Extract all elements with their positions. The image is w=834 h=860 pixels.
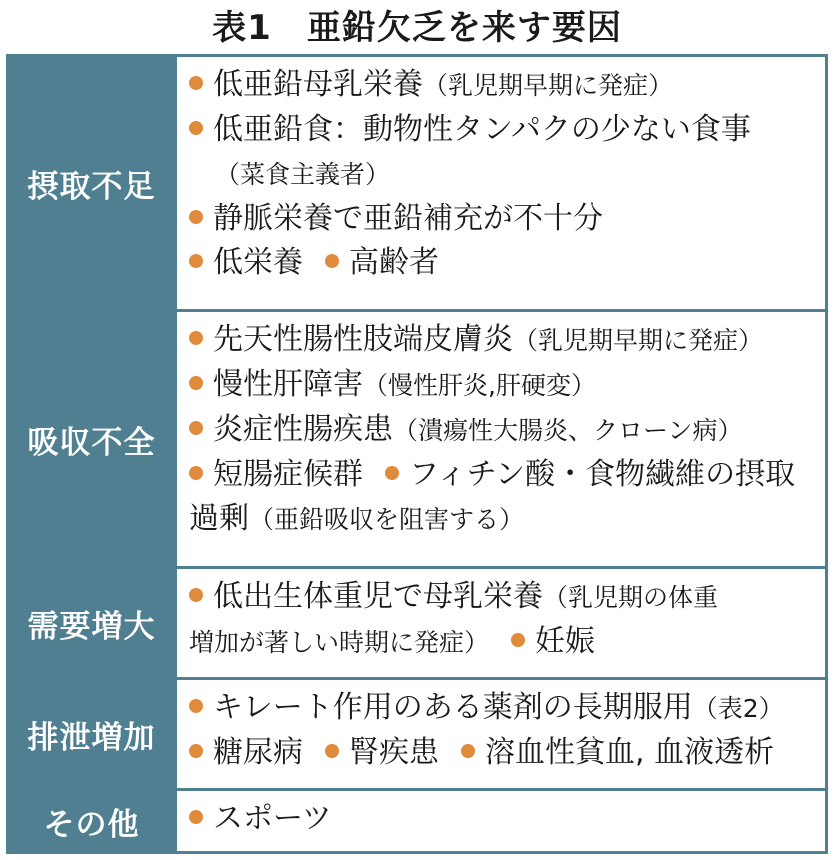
row-content — [177, 569, 825, 677]
list-item-continuation: 過剰（亜鉛吸収を阻害する） — [189, 501, 525, 536]
bullet-icon — [189, 76, 203, 90]
table-row-excretion — [9, 680, 825, 788]
list-item: 短腸症候群 フィチン酸・食物繊維の摂取 — [189, 453, 817, 497]
list-item: スポーツ — [189, 797, 817, 841]
bullet-icon — [189, 588, 203, 602]
factor-table — [6, 54, 828, 854]
list-item: 低出生体重児で母乳栄養（乳児期の体重 — [189, 575, 817, 620]
table-row-intake — [9, 57, 825, 309]
bullet-icon — [189, 210, 203, 224]
bullet-icon — [189, 421, 203, 435]
row-content — [177, 680, 825, 788]
bullet-icon — [189, 744, 203, 758]
row-label: その他 — [9, 791, 174, 851]
list-item: 低栄養 高齢者 — [189, 241, 817, 285]
bullet-icon — [189, 810, 203, 824]
table-title: 表1 亜鉛欠乏を来す要因 — [212, 8, 622, 48]
row-label: 摂取不足 — [9, 57, 174, 309]
row-label: 排泄増加 — [9, 680, 174, 788]
list-item: 先天性腸性肢端皮膚炎（乳児期早期に発症） — [189, 318, 817, 363]
bullet-icon — [189, 699, 203, 713]
bullet-icon — [189, 466, 203, 480]
list-item-continuation: （菜食主義者） — [215, 160, 391, 189]
table-row-absorption — [9, 312, 825, 566]
bullet-icon — [461, 744, 475, 758]
table-row-demand — [9, 569, 825, 677]
bullet-icon — [325, 254, 339, 268]
list-item: キレート作用のある薬剤の長期服用（表2） — [189, 686, 817, 731]
list-item: 慢性肝障害（慢性肝炎,肝硬変） — [189, 363, 817, 408]
row-label: 需要増大 — [9, 569, 174, 677]
bullet-icon — [511, 633, 525, 647]
table-row-other — [9, 791, 825, 851]
bullet-icon — [189, 376, 203, 390]
list-item: 低亜鉛食：動物性タンパクの少ない食事 — [189, 108, 817, 152]
row-content — [177, 312, 825, 566]
list-item: 糖尿病 腎疾患 溶血性貧血, 血液透析 — [189, 731, 817, 775]
row-content — [177, 791, 825, 851]
list-item-continuation: 増加が著しい時期に発症） 妊娠 — [189, 624, 596, 659]
bullet-icon — [325, 744, 339, 758]
list-item: 炎症性腸疾患（潰瘍性大腸炎、クローン病） — [189, 408, 817, 453]
bullet-icon — [189, 121, 203, 135]
bullet-icon — [189, 254, 203, 268]
list-item: 静脈栄養で亜鉛補充が不十分 — [189, 197, 817, 241]
bullet-icon — [385, 466, 399, 480]
row-label: 吸収不全 — [9, 312, 174, 566]
bullet-icon — [189, 331, 203, 345]
row-content — [177, 57, 825, 309]
list-item: 低亜鉛母乳栄養（乳児期早期に発症） — [189, 63, 817, 108]
